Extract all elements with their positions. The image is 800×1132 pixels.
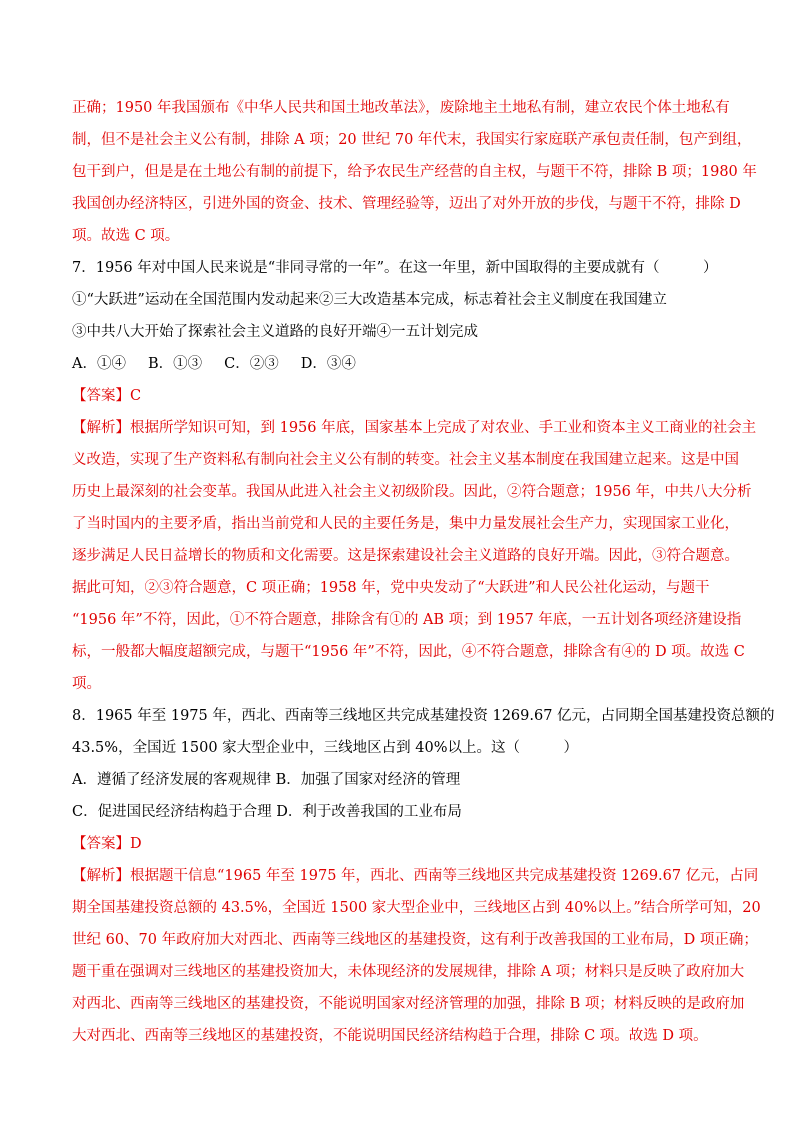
q7-explanation-line: “1956 年”不符，因此，①不符合题意，排除含有①的 AB 项；到 1957 年底，一五计划各项经济建设指 — [72, 612, 742, 628]
q7-explanation-line: 历史上最深刻的社会变革。我国从此进入社会主义初级阶段。因此，②符合题意；1956 年，中共八大分析 — [72, 484, 752, 500]
q7-options — [72, 348, 722, 380]
q6-explanation-line: 项。故选 C 项。 — [72, 228, 180, 244]
q7-explanation-line: 【解析】根据所学知识可知，到 1956 年底，国家基本上完成了对农业、手工业和资本主义工商业的社会主 — [72, 420, 757, 436]
q8-option-d: D．利于改善我国的工业布局 — [276, 804, 462, 820]
q6-explanation-line: 正确；1950 年我国颁布《中华人民共和国土地改革法》，废除地主土地私有制，建立农民个体土地私有 — [72, 100, 730, 116]
q8-explanation-line: 题干重在强调对三线地区的基建投资加大，未体现经济的发展规律，排除 A 项；材料只是反映了政府加大 — [72, 964, 745, 980]
q8-options-row — [72, 796, 722, 828]
q7-item-line: ①“大跃进”运动在全国范围内发动起来②三大改造基本完成，标志着社会主义制度在我国建立 — [72, 292, 667, 308]
q8-explanation-line: 世纪 60、70 年政府加大对西北、西南等三线地区的基建投资，这有利于改善我国的工业布局，D 项正确； — [72, 932, 758, 948]
q8-option-b: B．加强了国家对经济的管理 — [275, 772, 461, 788]
q7-explanation-line: 逐步满足人民日益增长的物质和文化需要。这是探索建设社会主义道路的良好开端。因此，③符合题意。 — [72, 548, 739, 564]
q8-explanation-line: 对西北、西南等三线地区的基建投资，不能说明国家对经济管理的加强，排除 B 项；材料反映的是政府加 — [72, 996, 745, 1012]
q8-answer: 【答案】D — [72, 836, 142, 852]
q8-explanation-line: 大对西北、西南等三线地区的基建投资，不能说明国民经济结构趋于合理，排除 C 项。故选 D 项。 — [72, 1028, 708, 1044]
q8-option-c: C．促进国民经济结构趋于合理 — [72, 804, 272, 820]
q7-option-a: A．①④ — [72, 356, 126, 372]
q8-stem-line: 8．1965 年至 1975 年，西北、西南等三线地区共完成基建投资 1269.67 亿元，占同期全国基建投资总额的 — [72, 708, 775, 724]
q7-option-d: D．③④ — [300, 356, 356, 372]
q6-explanation-line: 我国创办经济特区，引进外国的资金、技术、管理经验等，迈出了对外开放的步伐，与题干不符，排除 D — [72, 196, 741, 212]
q7-answer: 【答案】C — [72, 388, 142, 404]
q7-item-line: ③中共八大开始了探索社会主义道路的良好开端④一五计划完成 — [72, 324, 478, 340]
q7-explanation-line: 据此可知，②③符合题意，C 项正确；1958 年，党中央发动了“大跃进”和人民公社化运动，与题干 — [72, 580, 710, 596]
q8-explanation-line: 【解析】根据题干信息“1965 年至 1975 年，西北、西南等三线地区共完成基建投资 1269.67 亿元，占同 — [72, 868, 759, 884]
q8-option-a: A．遵循了经济发展的客观规律 — [72, 772, 271, 788]
q7-explanation-line: 了当时国内的主要矛盾，指出当前党和人民的主要任务是，集中力量发展社会生产力，实现国家工业化， — [72, 516, 739, 532]
q7-option-b: B．①③ — [147, 356, 203, 372]
q6-explanation-line: 制，但不是社会主义公有制，排除 A 项；20 世纪 70 年代末，我国实行家庭联产承包责任制，包产到组， — [72, 132, 752, 148]
q6-explanation-line: 包干到户，但是是在土地公有制的前提下，给予农民生产经营的自主权，与题干不符，排除 B 项；1980 年 — [72, 164, 757, 180]
q7-explanation-line: 义改造，实现了生产资料私有制向社会主义公有制的转变。社会主义基本制度在我国建立起来。这是中国 — [72, 452, 739, 468]
page-content — [72, 92, 775, 1052]
q8-explanation-line: 期全国基建投资总额的 43.5%，全国近 1500 家大型企业中，三线地区占到 40%以上。”结合所学可知，20 — [72, 900, 761, 916]
q8-stem-line: 43.5%，全国近 1500 家大型企业中，三线地区占到 40%以上。这（ ） — [72, 740, 579, 756]
q7-stem: 7．1956 年对中国人民来说是“非同寻常的一年”。在这一年里，新中国取得的主要成就有（ ） — [72, 260, 718, 276]
q8-options-row — [72, 764, 722, 796]
q7-explanation-line: 项。 — [72, 676, 101, 692]
q7-explanation-line: 标，一般都大幅度超额完成，与题干“1956 年”不符，因此，④不符合题意，排除含有④的 D 项。故选 C — [72, 644, 745, 660]
q7-option-c: C．②③ — [224, 356, 279, 372]
